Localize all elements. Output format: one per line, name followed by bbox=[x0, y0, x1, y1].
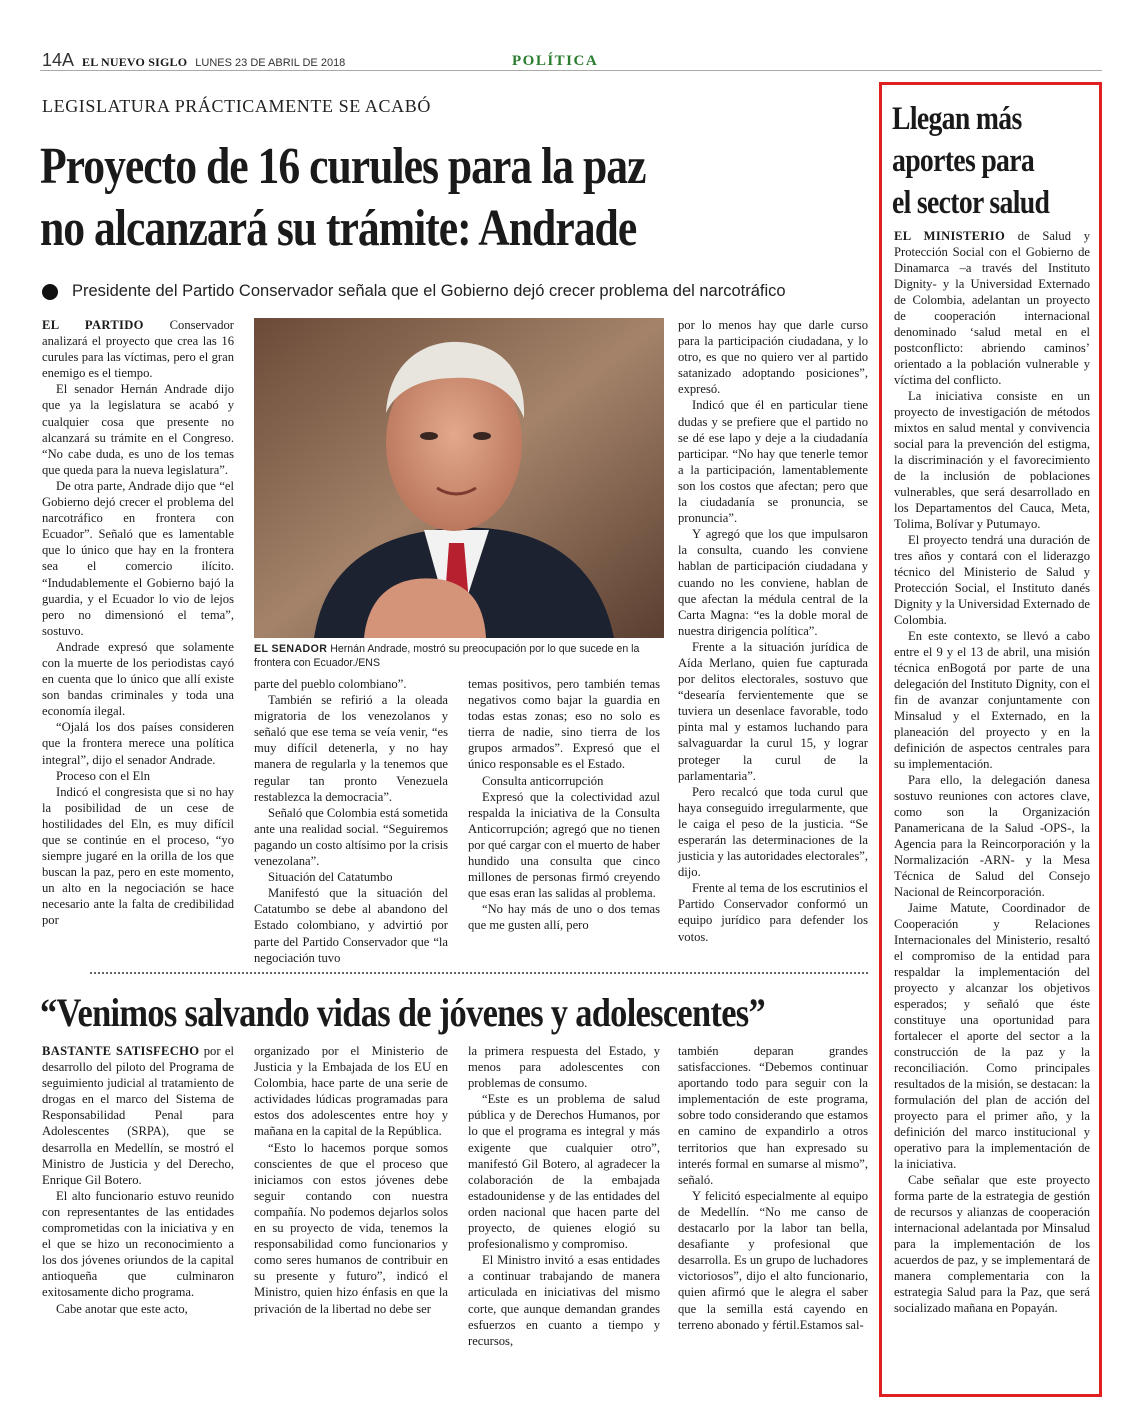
main-story-column-4 bbox=[678, 317, 868, 945]
headline-line-2: no alcanzará su trámite: Andrade bbox=[40, 200, 637, 257]
paragraph: Señaló que Colombia está sometida ante una realidad social. “Seguiremos pagando un costo altísimo por la crisis venezolana”. bbox=[254, 805, 448, 869]
paragraph: Cabe anotar que este acto, bbox=[56, 1301, 188, 1316]
paragraph: Y agregó que los que impulsaron la consulta, cuando les conviene hablan de participación ciudadana y cuando no les conviene, hablan de que afectan la médula central de la Carta Magna: “es la doble moral de nuestra dirigencia política”. bbox=[678, 527, 868, 638]
paragraph: Frente a la situación jurídica de Aída Merlano, quien fue capturada por delitos electorales, sostuvo que “desearía fervientemente que se tuviera un desenlace favorable, todo pinta mal y estamos luchando para salvaguardar la curul 15, y lograr proteger la curul de la parlamentaria”. bbox=[678, 639, 868, 783]
sidebar-body bbox=[894, 228, 1090, 1316]
paragraph: por lo menos hay que darle curso para la participación ciudadana, y lo otro, es que no quiero ver al partido satanizado adoptando posiciones”, expresó. bbox=[678, 318, 868, 397]
paragraph: Manifestó que la situación del Catatumbo se debe al abandono del Estado colombiano, y advirtió por parte del Partido Conservador que “la negociación tuvo bbox=[254, 886, 448, 965]
lead-in: BASTANTE SATISFECHO bbox=[42, 1044, 200, 1058]
sidebar-headline-line-1: Llegan más bbox=[892, 101, 1022, 137]
paragraph: El Ministro invitó a esas entidades a continuar trabajando de manera articulada en iniciativas del mismo corte, que aunque demandan grandes esfuerzos en cuanto a tiempo y recursos, bbox=[468, 1253, 660, 1348]
paragraph-text: por el desarrollo del piloto del Programa de seguimiento judicial al tratamiento de drogas en el marco del Sistema de Responsabilidad Penal para Adolescentes (SRPA), que se desarrolla en Medellín, se mostró el Ministro de Justicia y del Derecho, Enrique Gil Botero. bbox=[42, 1044, 234, 1187]
paragraph: Jaime Matute, Coordinador de Cooperación y Relaciones Internacionales del Ministerio, resaltó el compromiso de la entidad para respaldar la implementación del proyecto y alcanzar los objetivos esperados; y señaló que éste constituye una oportunidad para fortalecer el aporte del sector a la construcción de la paz y la reconciliación. Como principales resultados de la misión, se destacan: la formulación del plan de acción del proyecto para el primer año, y la definición del marco institucional y operativo para la implementación de la iniciativa. bbox=[894, 901, 1090, 1171]
paragraph: “Esto lo hacemos porque somos conscientes de que el proceso que iniciamos con estos jóvenes debe seguir contando con nuestra compañía. No podemos dejarlos solos en su proyecto de vida, tenemos la responsabilidad como funcionarios y como seres humanos de contribuir en su presente y futuro”, indicó el Ministro, quien hizo énfasis en que la privación de la libertad no debe ser bbox=[254, 1140, 448, 1316]
sidebar-headline-line-2: aportes para bbox=[892, 143, 1035, 179]
paragraph bbox=[894, 228, 1090, 388]
paragraph: “Ojalá los dos países consideren que la frontera merece una política integral”, dijo el senador Andrade. bbox=[42, 720, 234, 767]
lead-in: EL PARTIDO bbox=[42, 318, 144, 332]
paragraph bbox=[42, 317, 234, 381]
paragraph-text: de Salud y Protección Social con el Gobierno de Dinamarca –a través del Instituto Dignity- y la Universidad Externado de Colombia, adelantan un proyecto de cooperación internacional denominado ‘salud metal en el postconflicto: abriendo caminos’ orientado a la población vulnerable y víctima del conflicto. bbox=[894, 229, 1090, 387]
paragraph: parte del pueblo colombiano”. bbox=[254, 677, 407, 691]
paragraph: En este contexto, se llevó a cabo entre el 9 y el 13 de abril, una misión técnica enBogotá por parte de una delegación del Instituto Dignity, con el fin de avanzar conjuntamente con Minsalud y el Externado, en la planeación del proyecto y en la definición de aspectos centrales para su implementación. bbox=[894, 629, 1090, 771]
paragraph: la primera respuesta del Estado, y menos para adolescentes con problemas de consumo. bbox=[468, 1044, 660, 1091]
newspaper-name: EL NUEVO SIGLO bbox=[82, 55, 188, 69]
paragraph: también deparan grandes satisfacciones. “Debemos continuar aportando todo para seguir con la implementación de este programa, sobre todo considerando que estamos en camino de expandirlo a otros territorios que han expresado su interés formal en sumarse al mismo”, señaló. bbox=[678, 1044, 868, 1187]
paragraph: Frente al tema de los escrutinios el Partido Conservador conformó un equipo jurídico para defender los votos. bbox=[678, 881, 868, 944]
paragraph: El senador Hernán Andrade dijo que ya la legislatura se acabó y cualquier cosa que presente no alcanzará su trámite en el Congreso. “No cabe duda, es uno de los temas que queda para la nueva legislatura”. bbox=[42, 382, 234, 477]
page-number: 14A bbox=[42, 50, 75, 70]
caption-text: Hernán Andrade, mostró su preocupación por lo que sucede en la frontera con Ecuador./ENS bbox=[254, 643, 640, 669]
sidebar-headline bbox=[892, 98, 1065, 224]
paragraph: Indicó que él en particular tiene dudas y se prefiere que el partido no se dé ese lapo y deje a la ciudadanía participar. “No hay que tenerle temor a la participación, lamentablemente son los costos que afectan; pero que la ciudadanía se pronuncia, se pronuncia”. bbox=[678, 398, 868, 526]
paragraph: Expresó que la colectividad azul respalda la iniciativa de la Consulta Anticorrupción; agregó que no tienen por qué cargar con el muerto de haber hundido una consulta que cinco millones de personas firmó creyendo que esas eran las salidas al problema. bbox=[468, 789, 660, 901]
paragraph: El alto funcionario estuvo reunido con representantes de las entidades comprometidas con la iniciativa y en el que se hizo un reconocimiento a los dos jóvenes oriundos de la capital antioqueña que culminaron exitosamente dicho programa. bbox=[42, 1188, 234, 1300]
paragraph: Cabe señalar que este proyecto forma parte de la estrategia de gestión de recursos y alianzas de cooperación internacional adelantada por Minsalud para la implementación de los acuerdos de paz, y se implementará de manera complementaria con la estrategia Salud para la Paz, que será socializado mañana en Popayán. bbox=[894, 1173, 1090, 1315]
paragraph: De otra parte, Andrade dijo que “el Gobierno dejó crecer el problema del narcotráfico en frontera con Ecuador”. Señaló que es lamentable que lo único que hay en la frontera sea el comercio ilícito. “Indudablemente el Gobierno bajó la guardia, y el Ecuador lo vio de lejos pero no dimensionó el tema”, sostuvo. bbox=[42, 478, 234, 638]
main-headline bbox=[40, 136, 737, 260]
paragraph: organizado por el Ministerio de Justicia y la Embajada de los EU en Colombia, hace parte de una serie de actividades lúdicas programadas para estos dos adolescentes entre hoy y mañana en la capital de la República. bbox=[254, 1044, 448, 1139]
paragraph: Y felicitó especialmente al equipo de Medellín. “No me canso de destacarlo por la labor tan bella, desafiante y profesional que desarrolla. Es un grupo de luchadores victoriosos”, dijo el alto funcionario, quien afirmó que le alegra el saber que la semilla está cayendo en terreno abonado y fértil.Estamos sal- bbox=[678, 1188, 868, 1332]
paragraph: También se refirió a la oleada migratoria de los venezolanos y señaló que ese tema se veía venir, “es muy difícil detenerla, y no hay manera de regularla y la tenemos que regular tan pronto Venezuela restablezca la democracia”. bbox=[254, 693, 448, 804]
story-divider bbox=[90, 972, 868, 974]
paragraph: Indicó el congresista que si no hay la posibilidad de un cese de hostilidades del Eln, es muy difícil que se continúe en el proceso, “yo siempre jugaré en la orilla de los que buscan la paz, pero en este momento, un alto en la negociación se hace necesario ante la falta de credibilidad por bbox=[42, 784, 234, 928]
photo-caption bbox=[254, 643, 664, 670]
paragraph: Para ello, la delegación danesa sostuvo reuniones con actores clave, como son la Organización Panamericana de la Salud -OPS-, la Agencia para la Reincorporación y la Normalización -ARN- y la Mesa Técnica de Salud del Consejo Nacional de Reincorporación. bbox=[894, 773, 1090, 899]
subheading: Situación del Catatumbo bbox=[268, 870, 393, 885]
main-story-column-3 bbox=[468, 676, 660, 934]
lead-in: EL MINISTERIO bbox=[894, 229, 1006, 243]
section-title: POLÍTICA bbox=[512, 53, 599, 69]
subhead-text: Presidente del Partido Conservador señala que el Gobierno dejó crecer problema del narcotráfico bbox=[72, 282, 786, 300]
main-story-column-1 bbox=[42, 317, 234, 929]
header-divider bbox=[40, 70, 1102, 71]
headline-line-1: Proyecto de 16 curules para la paz bbox=[40, 138, 646, 195]
paragraph: temas positivos, pero también temas negativos como bajar la guardia en todas estas zonas; eso no solo es tierra de nadie, sino tierra de los grupos armados”. Expresó que el único responsable es el Estado. bbox=[468, 677, 660, 772]
caption-tag: EL SENADOR bbox=[254, 643, 328, 655]
paragraph: Pero recalcó que toda curul que haya conseguido irregularmente, que le caiga el peso de la justicia. “Se esperarán las determinaciones de la justicia y las autoridades electorales”, dijo. bbox=[678, 784, 868, 880]
second-story-column-3 bbox=[468, 1043, 660, 1349]
paragraph: La iniciativa consiste en un proyecto de investigación de métodos mixtos en salud mental y convivencia social para la prevención del estigma, la discriminación y el favorecimiento de la inclusión de poblaciones vulnerables, que será desarrollado en los Departamentos del Cauca, Meta, Tolima, Bolívar y Putumayo. bbox=[894, 389, 1090, 531]
paragraph: El proyecto tendrá una duración de tres años y contará con el liderazgo técnico del Ministerio de Salud y Protección Social, el Instituto danés Dignity y la Universidad Externado de Colombia. bbox=[894, 533, 1090, 627]
paragraph-text: Conservador analizará el proyecto que crea las 16 curules para las víctimas, pero el gran enemigo es el tiempo. bbox=[42, 318, 234, 381]
story-kicker: LEGISLATURA PRÁCTICAMENTE SE ACABÓ bbox=[42, 96, 431, 116]
second-headline: “Venimos salvando vidas de jóvenes y adolescentes” bbox=[40, 990, 766, 1035]
main-story-column-2 bbox=[254, 676, 448, 966]
senator-photo bbox=[254, 318, 664, 638]
sidebar-headline-line-3: el sector salud bbox=[892, 185, 1050, 221]
second-story-column-2 bbox=[254, 1043, 448, 1317]
subheading: Consulta anticorrupción bbox=[482, 773, 604, 788]
second-story-column-1 bbox=[42, 1043, 234, 1317]
page-folio bbox=[42, 50, 345, 71]
portrait-illustration bbox=[254, 318, 664, 638]
paragraph: “No hay más de uno o dos temas que me gusten allí, pero bbox=[468, 902, 660, 933]
bullet-icon bbox=[42, 284, 58, 300]
subheading: Proceso con el Eln bbox=[56, 768, 151, 783]
paragraph bbox=[42, 1043, 234, 1188]
story-subhead bbox=[42, 282, 786, 301]
second-story-column-4 bbox=[678, 1043, 868, 1333]
issue-date: LUNES 23 DE ABRIL DE 2018 bbox=[195, 57, 346, 69]
paragraph: “Este es un problema de salud pública y de Derechos Humanos, por lo que el programa es integral y más exigente que cualquier otro”, manifestó Gil Botero, al agradecer la colaboración de la embajada estadounidense y de las entidades del orden nacional que hacen parte del proyecto, de quienes elogió su profesionalismo y compromiso. bbox=[468, 1092, 660, 1252]
paragraph: Andrade expresó que solamente con la muerte de los periodistas cayó en cuenta que lo único que allí existe son bandas criminales y toda una economía ilegal. bbox=[42, 639, 234, 719]
